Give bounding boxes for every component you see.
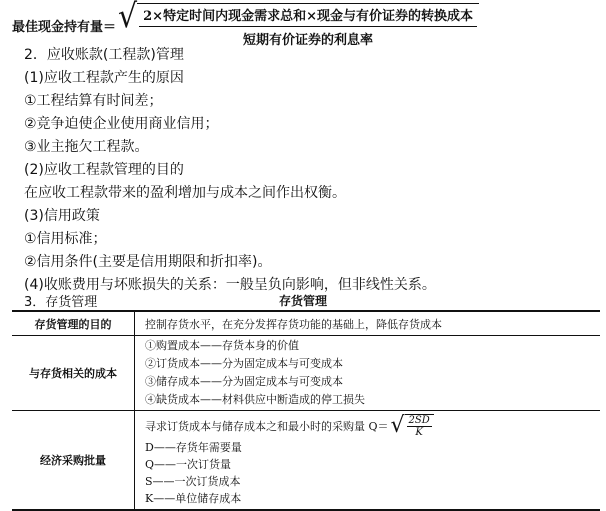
purpose-text: 在应收工程款带来的盈利增加与成本之间作出权衡。: [24, 185, 346, 201]
credit-item-2: ②信用条件(主要是信用期限和折扣率)。: [24, 254, 272, 270]
formula-denominator: 短期有价证券的利息率: [243, 32, 374, 48]
row-label-purpose: 存货管理的目的: [12, 311, 135, 336]
cost-item: ③储存成本——分为固定成本与可变成本: [145, 375, 343, 388]
radical-sign: √: [118, 0, 138, 36]
eoq-variable: S——一次订货成本: [145, 475, 241, 488]
subheading-causes: (1)应收工程款产生的原因: [24, 70, 184, 86]
formula-fraction: [137, 3, 479, 48]
eoq-numerator: 2SD: [408, 415, 430, 426]
eoq-variable: K——单位储存成本: [145, 492, 242, 505]
formula-lhs: 最佳现金持有量＝: [12, 19, 117, 35]
eoq-radical-sign: √: [390, 413, 405, 438]
table-row: [12, 411, 600, 511]
eoq-variable: D——存货年需要量: [145, 441, 242, 454]
row-content-purpose: 控制存货水平，在充分发挥存货功能的基础上，降低存货成本: [135, 311, 601, 336]
table-title: 存货管理: [278, 294, 327, 308]
eoq-variable: Q——一次订货量: [145, 458, 232, 471]
row-label-costs: 与存货相关的成本: [12, 336, 135, 411]
subheading-credit-policy: (3)信用政策: [24, 208, 100, 224]
eoq-radical-group: [391, 414, 434, 438]
eoq-formula-line: [145, 413, 599, 439]
eoq-fraction: [405, 414, 434, 438]
collection-cost-relation: (4)收账费用与坏账损失的关系：一般呈负向影响，但非线性关系。: [24, 277, 436, 293]
table-row: [12, 311, 600, 336]
credit-item-1: ①信用标准；: [24, 231, 107, 247]
row-content-costs: [135, 336, 601, 411]
cost-item: ④缺货成本——材料供应中断造成的停工损失: [145, 393, 365, 406]
section-heading-inventory: 3．存货管理: [24, 295, 98, 310]
inventory-table: [12, 310, 600, 511]
cause-item-2: ②竞争迫使企业使用商业信用；: [24, 116, 219, 132]
cost-item: ①购置成本——存货本身的价值: [145, 339, 299, 352]
row-label-eoq: 经济采购批量: [12, 411, 135, 511]
table-row: [12, 336, 600, 411]
eoq-denominator: K: [415, 427, 423, 438]
cause-item-1: ①工程结算有时间差；: [24, 93, 163, 109]
cause-item-3: ③业主拖欠工程款。: [24, 139, 149, 155]
cash-holding-formula: [12, 0, 479, 48]
formula-numerator: 2×特定时间内现金需求总和×现金与有价证券的转换成本: [139, 4, 477, 27]
row-content-eoq: [135, 411, 601, 511]
cost-item: ②订货成本——分为固定成本与可变成本: [145, 357, 343, 370]
eoq-text: 寻求订货成本与储存成本之和最小时的采购量 Q＝: [145, 420, 389, 433]
subheading-purpose: (2)应收工程款管理的目的: [24, 162, 184, 178]
formula-radical-group: [118, 0, 479, 48]
section-heading-receivables: 2．应收账款(工程款)管理: [24, 47, 184, 63]
